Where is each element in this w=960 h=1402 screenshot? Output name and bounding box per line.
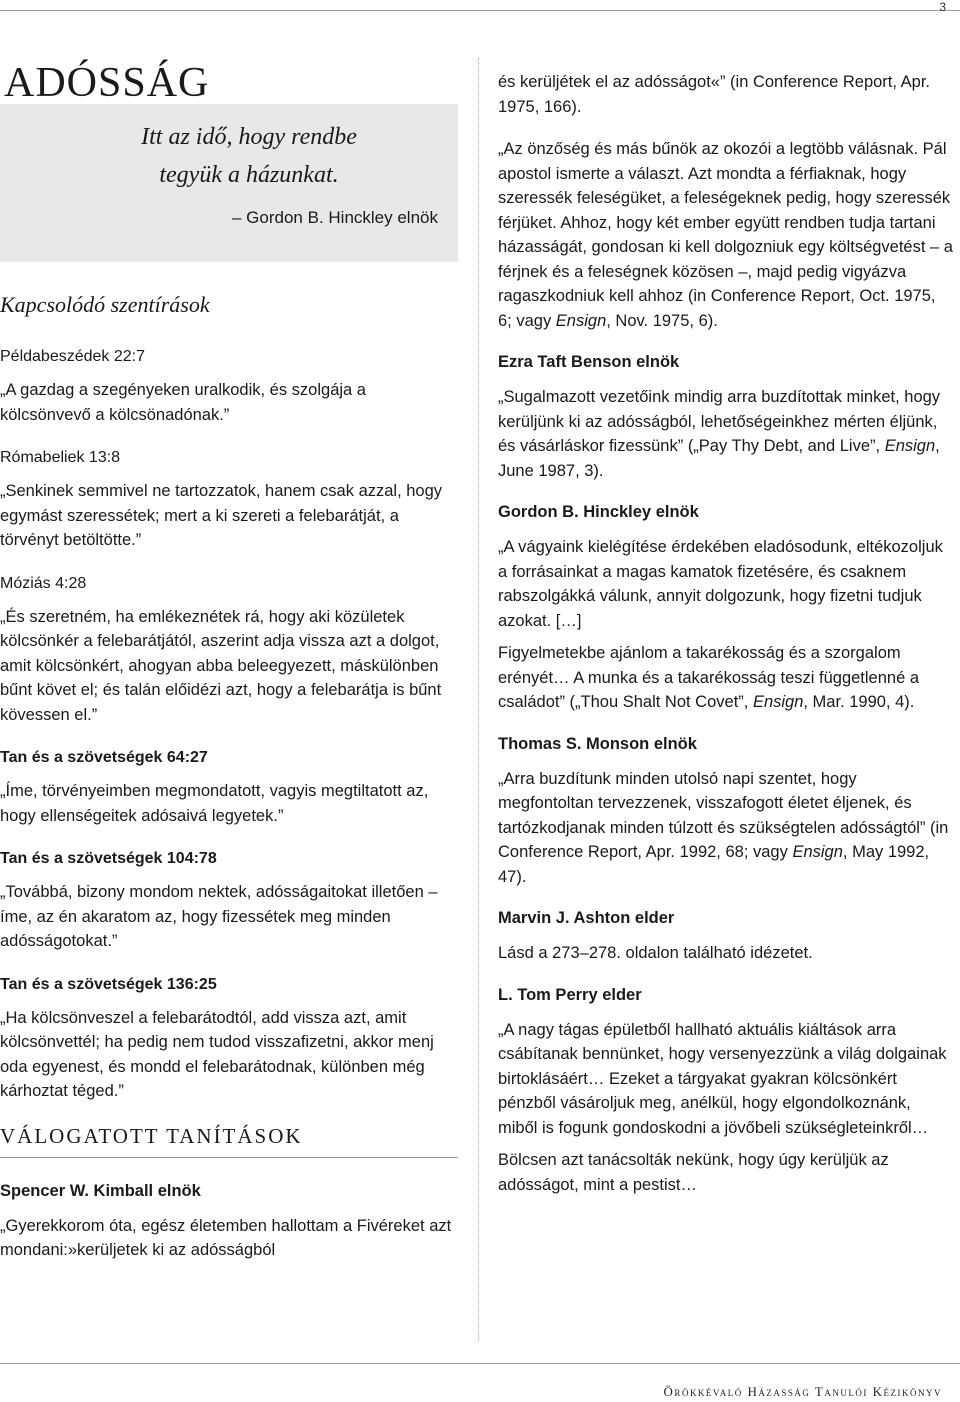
scripture-text: „A gazdag a szegényeken uralkodik, és szolgája a kölcsönvevő a kölcsönadónak.” (0, 381, 366, 424)
scripture-ref: Móziás 4:28 (0, 574, 87, 592)
quote-line-1: Itt az idő, hogy rendbe (141, 124, 357, 151)
scripture-text: „Továbbá, bizony mondom nektek, adósságaitokat illetően – íme, az én akaratom az, hogy fizessétek meg minden adósságotokat.” (0, 883, 438, 951)
quote-text (20, 118, 438, 194)
right-column (498, 70, 953, 1215)
quote-author: – Gordon B. Hinckley elnök (232, 208, 438, 228)
footer-title: Örökkévaló Házasság Tanulói Kézikönyv (663, 1384, 942, 1399)
scriptures-heading: Kapcsolódó szentírások (0, 292, 210, 318)
teaching-text: „Az önzőség és más bűnök az okozói a legtöbb válásnak. Pál apostol ismerte a választ. Azt mondta a férfiaknak, hogy szeressék feleségüket, a feleségeknek pedig, hogy szeressék férjüket. Ahhoz, hogy két ember együtt rendben tudja tartani házasságát, gondosan ki kell dolgozniuk egy költségvetést – a férjnek és a feleségnek közösen –, majd pedig vigyázva ragaszkodniuk kell ahhoz (in Conference Report, Oct. 1975, 6; vagy Ensign, Nov. 1975, 6). (498, 140, 953, 330)
speaker-name: Gordon B. Hinckley elnök (498, 503, 699, 521)
speaker-name: Spencer W. Kimball elnök (0, 1181, 201, 1200)
teachings-heading: VÁLOGATOTT TANÍTÁSOK (0, 1124, 458, 1158)
scripture-text: „És szeretném, ha emlékeznétek rá, hogy aki közületek kölcsönkér a felebarátjától, aszerint adja vissza azt a dolgot, amit kölcsönkért, ahogyan abba beleegyezett, máskülönben bűnt követ el; és talán előidézi azt, hogy a felebarátja is bűnt kövessen el.” (0, 607, 442, 724)
scripture-ref: Példabeszédek 22:7 (0, 348, 145, 366)
teaching-text: „Arra buzdítunk minden utolsó napi szentet, hogy megfontoltan tervezzenek, visszafogott életet éljenek, és tartózkodjanak minden túlzott és szükségtelen adósságtól” (in Conference Report, Apr. 1992, 68; vagy Ensign, May 1992, 47). (498, 769, 949, 886)
scripture-text: „Senkinek semmivel ne tartozzatok, hanem csak azzal, hogy egymást szeressétek; mert a ki szereti a felebarátját, a törvényt betöltötte.” (0, 482, 443, 550)
page-number: 3 (939, 0, 946, 14)
speaker-name: Ezra Taft Benson elnök (498, 353, 680, 371)
quote-box (0, 104, 458, 262)
top-rule (0, 10, 960, 11)
column-divider (478, 58, 479, 1340)
page-title: ADÓSSÁG (4, 60, 210, 106)
left-column (0, 60, 458, 1283)
scripture-ref: Rómabeliek 13:8 (0, 449, 121, 467)
speaker-name: L. Tom Perry elder (498, 985, 642, 1004)
teaching-text: és kerüljétek el az adósságot«” (in Conference Report, Apr. 1975, 166). (498, 73, 930, 116)
teaching-text: „Sugalmazott vezetőink mindig arra buzdítottak minket, hogy kerüljünk ki az adósságból, lehetőségeinkhez mérten éljünk, és vásárláskor fizessünk” („Pay Thy Debt, and Live”, Ensign, June 1987, 3). (498, 388, 941, 480)
bottom-rule (0, 1363, 960, 1364)
scripture-ref: Tan és a szövetségek 64:27 (0, 749, 208, 767)
speaker-name: Thomas S. Monson elnök (498, 734, 697, 753)
teaching-text: Bölcsen azt tanácsolták nekünk, hogy úgy kerüljük az adósságot, mint a pestist… (498, 1151, 889, 1194)
teaching-text: „A nagy tágas épületből hallható aktuális kiáltások arra csábítanak bennünket, hogy versenyezzünk a világ dolgainak birtoklásáért… Ezeket a tárgyakat gyakran kölcsönkért pénzből vásároljuk meg, anélkül, hogy elgondolkoznánk, miből is fogunk gondoskodni a jövőbeli szükségleteinkről… (498, 1020, 947, 1137)
teaching-text: „Gyerekkorom óta, egész életemben hallottam a Fivéreket azt mondani:»kerüljetek ki az adósságból (0, 1216, 452, 1260)
quote-line-2: tegyük a házunkat. (159, 162, 339, 189)
speaker-name: Marvin J. Ashton elder (498, 909, 675, 927)
teaching-text: „A vágyaink kielégítése érdekében eladósodunk, eltékozoljuk a forrásainkat a magas kamatok fizetésére, és csaknem rabszolgákká válunk, annyit dolgozunk, hogy fizetni tudjuk azokat. […] (498, 538, 943, 630)
teaching-text: Figyelmetekbe ajánlom a takarékosság és a szorgalom erényét… A munka és a takarékosság teszi függetlenné a családot” („Thou Shalt Not Covet”, Ensign, Mar. 1990, 4). (498, 644, 920, 711)
teaching-text: Lásd a 273–278. oldalon található idézetet. (498, 944, 813, 962)
scripture-text: „Ha kölcsönveszel a felebarátodtól, add vissza azt, amit kölcsönvettél; ha pedig nem tudod visszafizetni, akkor menj oda egyenest, és mondd el felebarátodnak, különben még kárhoztat téged.” (0, 1008, 434, 1101)
scripture-ref: Tan és a szövetségek 104:78 (0, 850, 217, 868)
scripture-text: „Íme, törvényeimben megmondatott, vagyis megtiltatott az, hogy ellenségeitek adósaivá legyetek.” (0, 782, 429, 825)
scripture-ref: Tan és a szövetségek 136:25 (0, 975, 217, 993)
